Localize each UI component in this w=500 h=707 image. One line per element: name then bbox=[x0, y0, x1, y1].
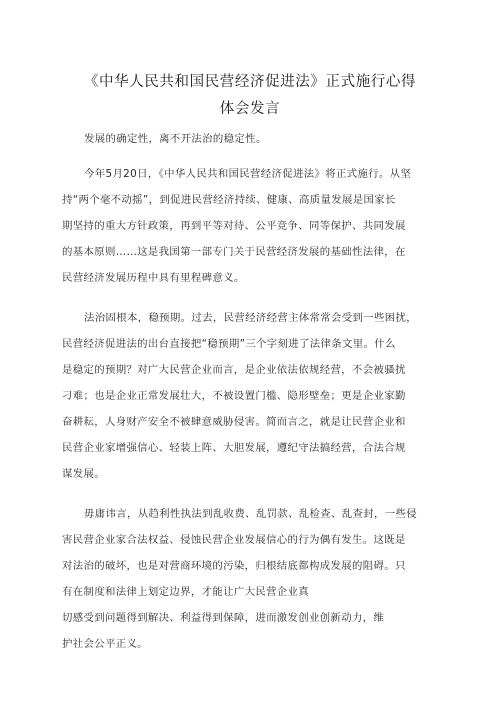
paragraph-3-line-3: 是稳定的预期？对广大民营企业而言，是企业依法依规经营，不会被骚扰 bbox=[62, 364, 406, 376]
paragraph-4-line-6: 护社会公平正义。 bbox=[62, 638, 148, 650]
paragraph-3-line-2: 民营经济促进法的出台直接把“稳预期”三个字刻进了法律条文里。什么 bbox=[62, 338, 396, 350]
paragraph-4-line-3: 对法治的破坏，也是对营商环境的污染，归根结底都构成发展的阻碍。只 bbox=[62, 560, 406, 572]
paragraph-2-line-4: 的基本原则……这是我国第一部专门关于民营经济发展的基础性法律，在 bbox=[62, 246, 406, 258]
paragraph-4-line-1: 毋庸讳言，从趋利性执法到乱收费、乱罚款、乱检查、乱查封，一些侵 bbox=[84, 508, 417, 520]
paragraph-3-line-7: 谋发展。 bbox=[62, 468, 105, 480]
paragraph-3-line-4: 刁难；也是企业正常发展壮大，不被设置门槛、隐形壁垒；更是企业家勤 bbox=[62, 390, 406, 402]
document-title-line-2: 体会发言 bbox=[219, 101, 281, 117]
paragraph-4-line-4: 有在制度和法律上划定边界，才能让广大民营企业真 bbox=[62, 586, 310, 598]
paragraph-3-line-6: 民营企业家增强信心、轻装上阵、大胆发展，遵纪守法搞经营，合法合规 bbox=[62, 442, 406, 454]
paragraph-2-line-1: 今年5月20日，《中华人民共和国民营经济促进法》将正式施行。从坚 bbox=[84, 168, 412, 180]
paragraph-2-line-5: 民营经济发展历程中具有里程碑意义。 bbox=[62, 272, 245, 284]
paragraph-2-line-3: 期坚持的重大方针政策，再到平等对待、公平竞争、同等保护、共同发展 bbox=[62, 220, 406, 232]
document-title-line-1: 《中华人民共和国民营经济促进法》正式施行心得 bbox=[83, 74, 417, 90]
paragraph-2-line-2: 持“两个毫不动摇”，到促进民营经济持续、健康、高质量发展是国家长 bbox=[62, 194, 396, 206]
paragraph-4-line-5: 切感受到问题得到解决、利益得到保障，进而激发创业创新动力，维 bbox=[62, 612, 385, 624]
paragraph-3-line-1: 法治固根本，稳预期。过去，民营经济经营主体常常会受到一些困扰， bbox=[84, 312, 417, 324]
paragraph-3-line-5: 奋耕耘，人身财产安全不被肆意威胁侵害。简而言之，就是让民营企业和 bbox=[62, 416, 406, 428]
paragraph-1-line-1: 发展的确定性，离不开法治的稳定性。 bbox=[84, 133, 267, 145]
paragraph-4-line-2: 害民营企业家合法权益、侵蚀民营企业发展信心的行为偶有发生。这既是 bbox=[62, 534, 406, 546]
